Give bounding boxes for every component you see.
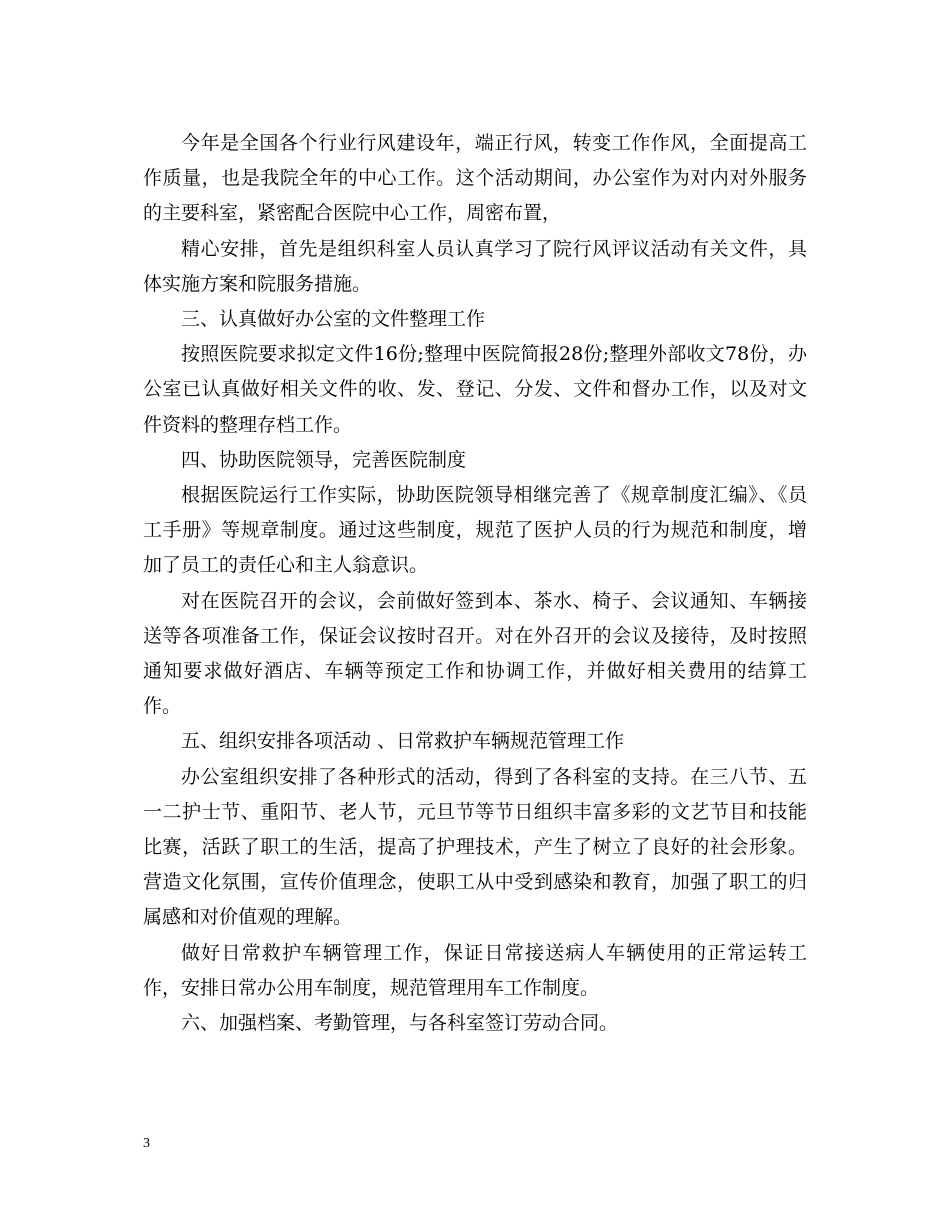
paragraph-2: 精心安排，首先是组织科室人员认真学习了院行风评议活动有关文件，具体实施方案和院服务措施。	[143, 237, 807, 295]
document-body	[143, 126, 807, 1041]
paragraph-5: 对在医院召开的会议，会前做好签到本、茶水、椅子、会议通知、车辆接送等各项准备工作，保证会议按时召开。对在外召开的会议及接待，及时按照通知要求做好酒店、车辆等预定工作和协调工作，并做好相关费用的结算工作。	[143, 589, 807, 718]
paragraph-1: 今年是全国各个行业行风建设年，端正行风，转变工作作风，全面提高工作质量，也是我院全年的中心工作。这个活动期间，办公室作为对内对外服务的主要科室，紧密配合医院中心工作，周密布置，	[143, 132, 807, 225]
paragraph-3: 按照医院要求拟定文件16份;整理中医院简报28份;整理外部收文78份，办公室已认真做好相关文件的收、发、登记、分发、文件和督办工作，以及对文件资料的整理存档工作。	[143, 343, 807, 436]
paragraph-6: 办公室组织安排了各种形式的活动，得到了各科室的支持。在三八节、五一二护士节、重阳节、老人节，元旦节等节日组织丰富多彩的文艺节目和技能比赛，活跃了职工的生活，提高了护理技术，产生了树立了良好的社会形象。营造文化氛围，宣传价值理念，使职工从中受到感染和教育，加强了职工的归属感和对价值观的理解。	[143, 765, 807, 929]
section-heading-3: 三、认真做好办公室的文件整理工作	[181, 308, 486, 331]
section-heading-5: 五、组织安排各项活动 、日常救护车辆规范管理工作	[181, 730, 625, 753]
section-heading-4: 四、协助医院领导，完善医院制度	[181, 448, 467, 471]
section-heading-6: 六、加强档案、考勤管理，与各科室签订劳动合同。	[181, 1012, 619, 1035]
paragraph-7: 做好日常救护车辆管理工作，保证日常接送病人车辆使用的正常运转工作，安排日常办公用车制度，规范管理用车工作制度。	[143, 941, 807, 999]
paragraph-4: 根据医院运行工作实际，协助医院领导相继完善了《规章制度汇编》、《员工手册》等规章制度。通过这些制度，规范了医护人员的行为规范和制度，增加了员工的责任心和主人翁意识。	[143, 484, 807, 577]
page-number: 3	[143, 1136, 150, 1151]
